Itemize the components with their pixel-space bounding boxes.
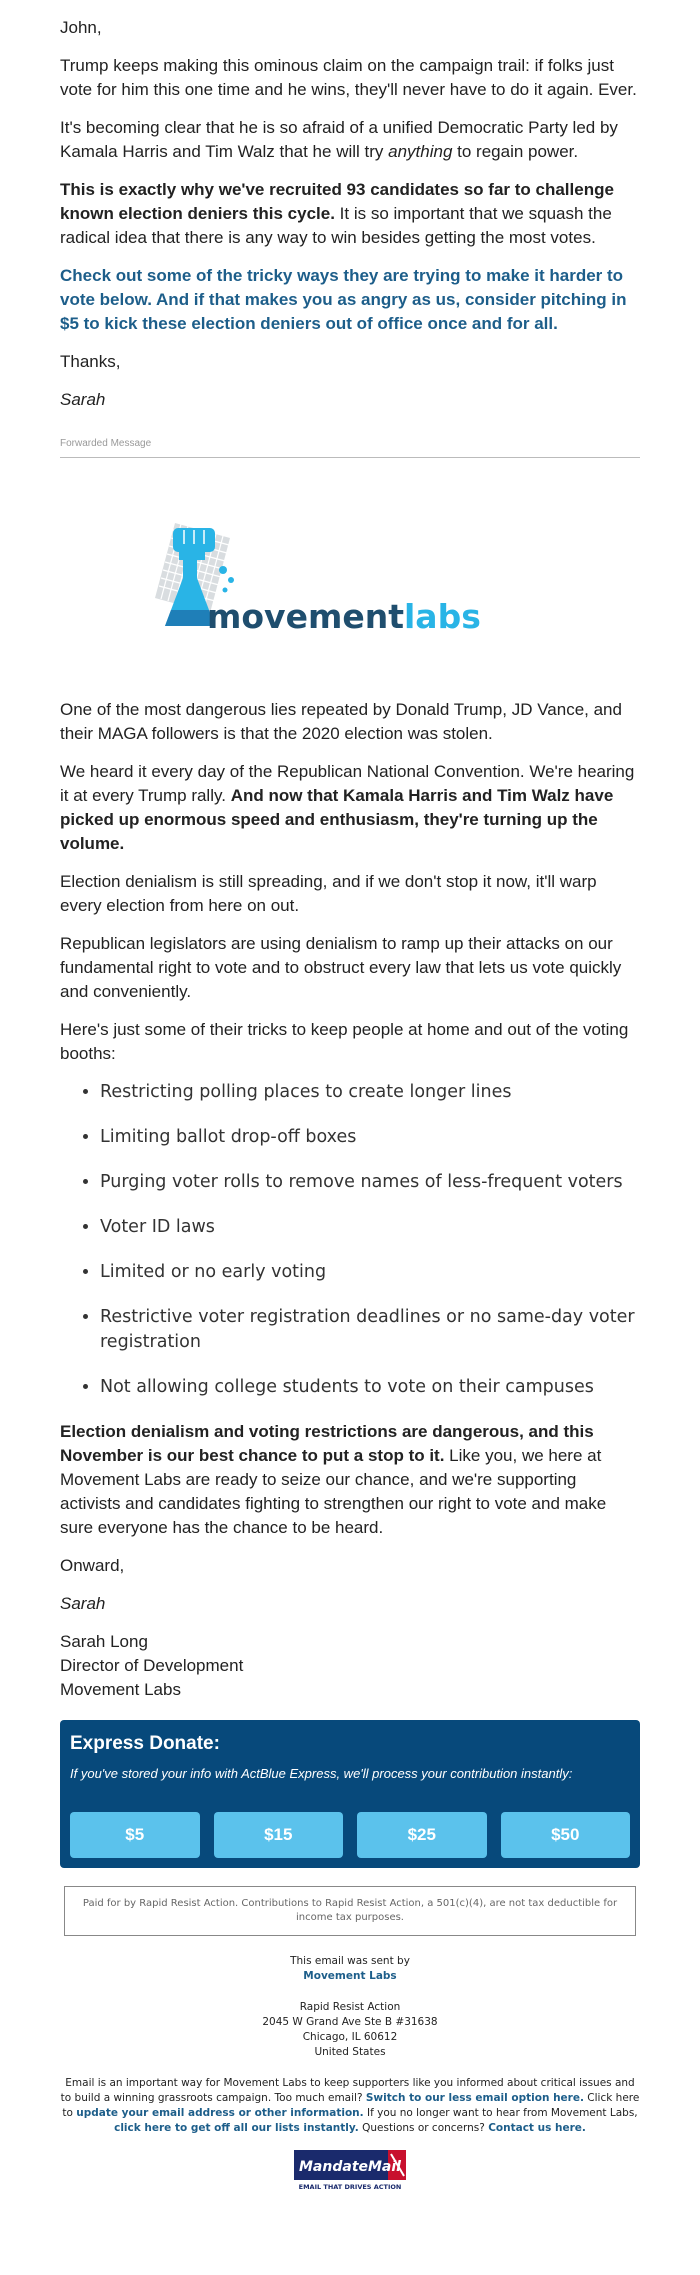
footer-note-a: Email is an important way for Movement Labs to keep supporters like you informed about critical issues and to build a winning grassroots campaign. Too much email? <box>60 2077 635 2104</box>
donate-button-row <box>70 1812 630 1858</box>
footer-note-b: Click here to <box>62 2092 640 2119</box>
signer-title: Director of Development <box>60 1656 244 1675</box>
body-paragraph-2-bold: And now that Kamala Harris and Tim Walz have picked up enormous speed and enthusiasm, they're turning up the volume. <box>60 786 614 853</box>
list-item: • Voter ID laws <box>100 1215 640 1240</box>
body-paragraph-2 <box>60 760 640 856</box>
mandatemail-title: MandateMail <box>299 2159 401 2175</box>
list-item: • Limited or no early voting <box>100 1260 640 1285</box>
intro-section <box>0 0 700 458</box>
onward: Onward, <box>60 1556 125 1575</box>
list-item: • Purging voter rolls to remove names of less-frequent voters <box>100 1170 640 1195</box>
main-body <box>0 698 700 1702</box>
less-email-link[interactable]: Switch to our less email option here. <box>365 2092 584 2104</box>
mandatemail-logo-graphic <box>294 2150 406 2192</box>
intro-paragraph-3-rest: It is so important that we squash the radical idea that there is any way to win besides getting the most votes. <box>60 204 612 247</box>
donate-15-button[interactable]: $15 <box>214 1812 344 1858</box>
body-paragraph-4: Republican legislators are using denialism to ramp up their attacks on our fundamental right to vote and to obstruct every law that lets us vote quickly and conveniently. <box>60 934 622 1001</box>
sent-by-label: This email was sent by <box>290 1955 410 1967</box>
intro-paragraph-2-b: to regain power. <box>452 142 579 161</box>
address-name: Rapid Resist Action <box>299 2001 401 2013</box>
signature-intro: Sarah <box>60 390 106 409</box>
email-footer <box>0 1954 700 2192</box>
footer-note-d: Questions or concerns? <box>358 2122 489 2134</box>
donate-25-button[interactable]: $25 <box>357 1812 487 1858</box>
footer-note-c: If you no longer want to hear from Movement Labs, <box>363 2107 638 2119</box>
logo-wordmark <box>207 597 481 636</box>
movement-labs-logo <box>0 458 700 698</box>
paid-for-disclaimer: Paid for by Rapid Resist Action. Contributions to Rapid Resist Action, a 501(c)(4), are not tax deductible for income tax purposes. <box>64 1886 636 1936</box>
body-paragraph-6-bold: Election denialism and voting restrictions are dangerous, and this November is our best chance to put a stop to it. <box>60 1422 594 1465</box>
mandatemail-badge[interactable] <box>294 2150 406 2192</box>
list-item: • Limiting ballot drop-off boxes <box>100 1125 640 1150</box>
express-donate-box <box>60 1720 640 1868</box>
list-item: • Restrictive voter registration deadlines or no same-day voter registration <box>100 1305 640 1355</box>
intro-paragraph-3 <box>60 178 640 250</box>
signer-name: Sarah Long <box>60 1632 148 1651</box>
donate-cta-link[interactable]: Check out some of the tricky ways they are trying to make it harder to vote below. And if that makes you as angry as us, consider pitching in $5 to kick these election deniers out of office once and for all. <box>60 266 627 333</box>
intro-paragraph-2 <box>60 116 640 164</box>
donate-50-button[interactable]: $50 <box>501 1812 631 1858</box>
body-paragraph-2-a: We heard it every day of the Republican National Convention. We're hearing it at every Trump rally. <box>60 762 635 805</box>
body-paragraph-6-rest: Like you, we here at Movement Labs are ready to seize our chance, and we're supporting activists and candidates fighting to strengthen our right to vote and make sure everyone has the chance to be heard. <box>60 1446 607 1537</box>
logo-wordmark-labs: labs <box>404 597 481 636</box>
express-donate-title: Express Donate: <box>70 1733 220 1754</box>
thanks: Thanks, <box>60 352 121 371</box>
body-paragraph-3: Election denialism is still spreading, and if we don't stop it now, it'll warp every election from here on out. <box>60 872 597 915</box>
intro-paragraph-3-bold: This is exactly why we've recruited 93 candidates so far to challenge known election deniers this cycle. <box>60 180 614 223</box>
intro-paragraph-2-a: It's becoming clear that he is so afraid of a unified Democratic Party led by Kamala Harris and Tim Walz that he will try <box>60 118 618 161</box>
address-line-2: Chicago, IL 60612 <box>302 2031 398 2043</box>
sender-link[interactable]: Movement Labs <box>303 1970 397 1982</box>
intro-emphasis: anything <box>388 142 453 161</box>
mandatemail-tagline: EMAIL THAT DRIVES ACTION <box>298 2183 402 2191</box>
footer-note <box>60 2076 640 2136</box>
update-info-link[interactable]: update your email address or other information. <box>76 2107 364 2119</box>
tricks-list <box>60 1080 640 1400</box>
signer-org: Movement Labs <box>60 1680 181 1699</box>
movement-labs-logo-graphic <box>135 518 495 658</box>
contact-link[interactable]: Contact us here. <box>488 2122 586 2134</box>
signature-body: Sarah <box>60 1594 106 1613</box>
unsubscribe-link[interactable]: click here to get off all our lists instantly. <box>114 2122 359 2134</box>
list-item: • Restricting polling places to create longer lines <box>100 1080 640 1105</box>
body-paragraph-1: One of the most dangerous lies repeated by Donald Trump, JD Vance, and their MAGA followers is that the 2020 election was stolen. <box>60 700 622 743</box>
forwarded-label: Forwarded Message <box>60 438 152 449</box>
address-line-3: United States <box>314 2046 386 2058</box>
logo-wordmark-movement: movement <box>207 597 404 636</box>
signer-block <box>60 1630 640 1702</box>
donate-5-button[interactable]: $5 <box>70 1812 200 1858</box>
greeting: John, <box>60 18 102 37</box>
express-donate-subtitle: If you've stored your info with ActBlue Express, we'll process your contribution instantly: <box>70 1766 573 1781</box>
body-paragraph-6 <box>60 1420 640 1540</box>
list-item: • Not allowing college students to vote on their campuses <box>100 1375 640 1400</box>
body-paragraph-5: Here's just some of their tricks to keep people at home and out of the voting booths: <box>60 1020 629 1063</box>
address-line-1: 2045 W Grand Ave Ste B #31638 <box>262 2016 438 2028</box>
intro-paragraph-1: Trump keeps making this ominous claim on the campaign trail: if folks just vote for him this one time and he wins, they'll never have to do it again. Ever. <box>60 56 637 99</box>
